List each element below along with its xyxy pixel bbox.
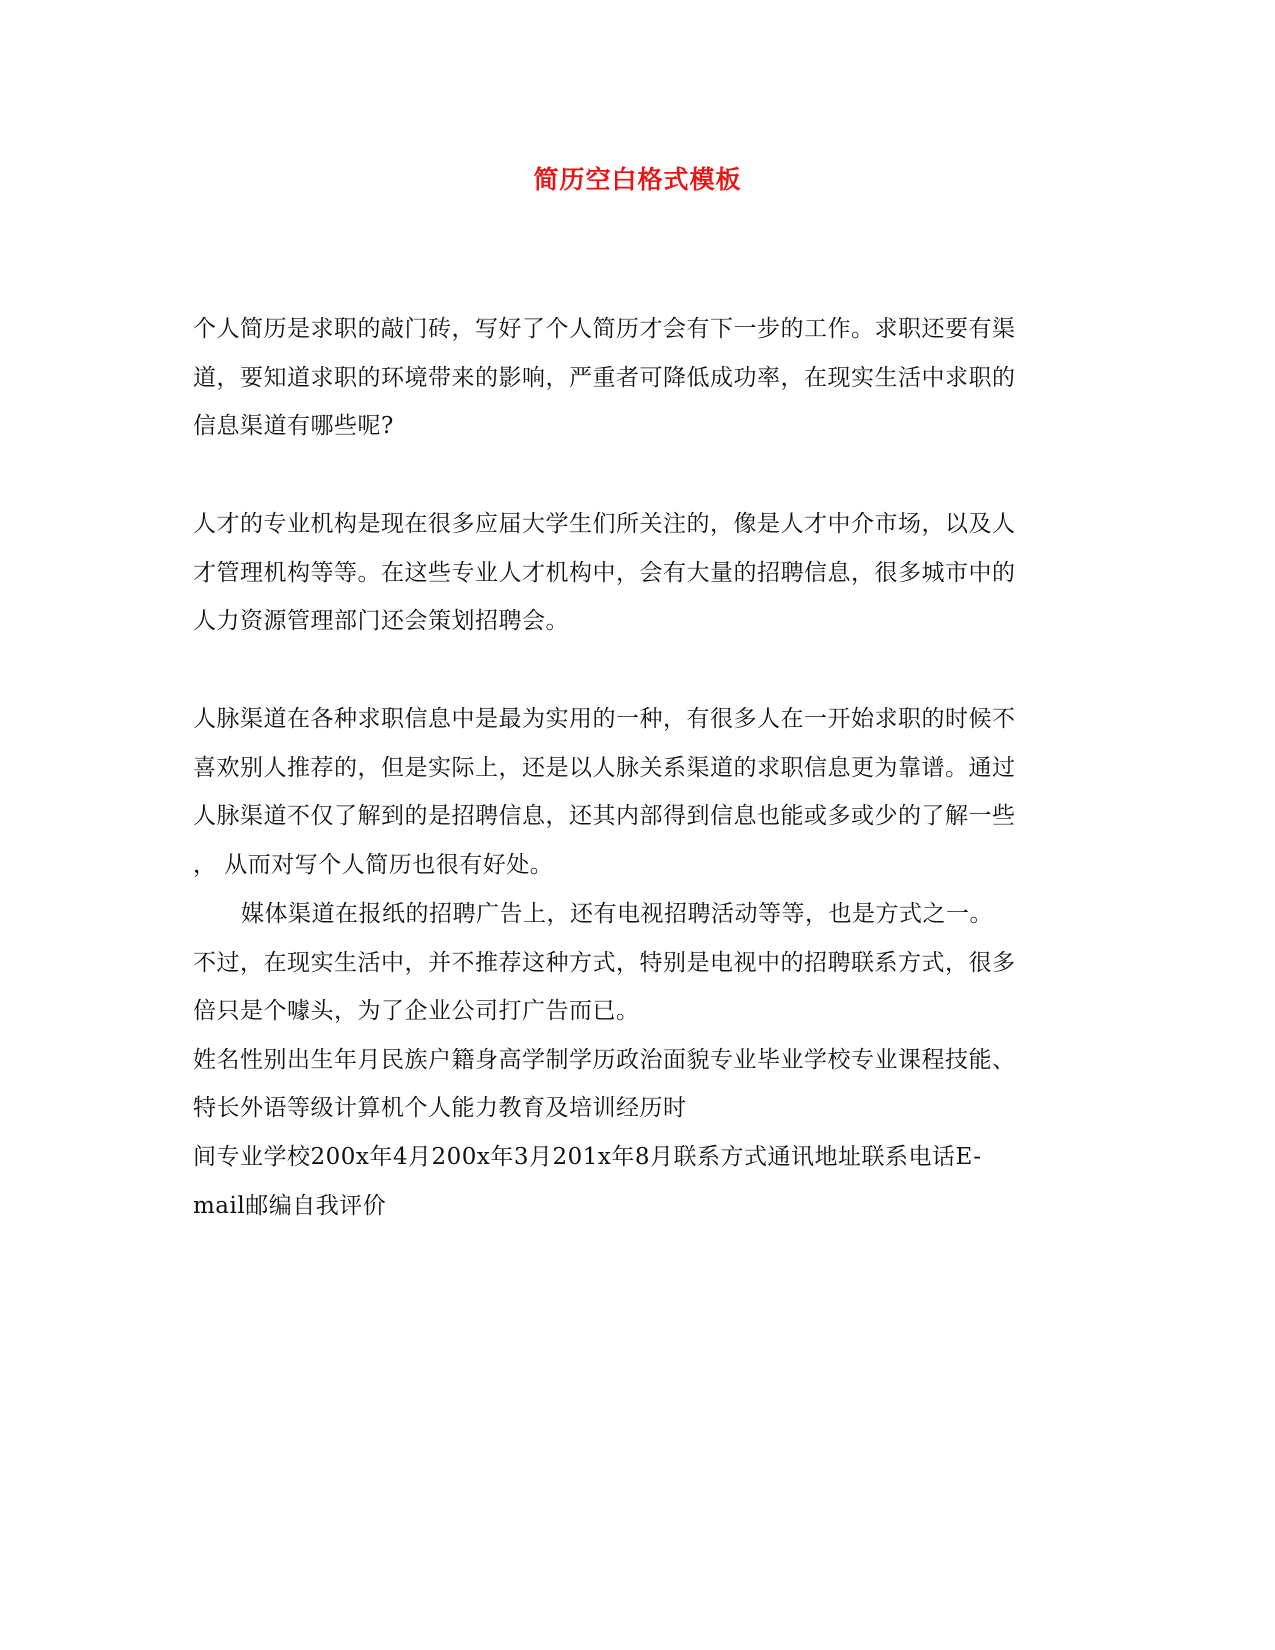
text-line: 人力资源管理部门还会策划招聘会。: [193, 608, 569, 635]
text-line: 人脉渠道在各种求职信息中是最为实用的一种，有很多人在一开始求职的时候不: [193, 706, 1016, 732]
text-line: 个人简历是求职的敲门砖，写好了个人简历才会有下一步的工作。求职还要有渠: [193, 316, 1016, 342]
document-title: 简历空白格式模板: [533, 165, 742, 194]
text-line: 媒体渠道在报纸的招聘广告上，还有电视招聘活动等等，也是方式之一。: [241, 901, 993, 927]
text-line: 不过，在现实生活中，并不推荐这种方式，特别是电视中的招聘联系方式，很多: [193, 949, 1016, 976]
resume-fields-line: mail邮编自我评价: [193, 1192, 387, 1219]
resume-fields-line: 特长外语等级计算机个人能力教育及培训经历时: [193, 1095, 687, 1122]
paragraph-talent-agencies: [193, 500, 1073, 646]
paragraph-personal-network: [193, 695, 1073, 889]
text-line: 倍只是个噱头，为了企业公司打广告而已。: [193, 998, 640, 1025]
text-line: 人脉渠道不仅了解到的是招聘信息，还其内部得到信息也能或多或少的了解一些: [193, 803, 1016, 830]
text-line: 人才的专业机构是现在很多应届大学生们所关注的，像是人才中介市场，以及人: [193, 511, 1016, 537]
text-line: 信息渠道有哪些呢?: [193, 413, 394, 440]
resume-fields-line: 间专业学校200x年4月200x年3月201x年8月联系方式通讯地址联系电话E-: [193, 1143, 982, 1170]
resume-fields-line: 姓名性别出生年月民族户籍身高学制学历政治面貌专业毕业学校专业课程技能、: [193, 1046, 1016, 1073]
text-line: 才管理机构等等。在这些专业人才机构中，会有大量的招聘信息，很多城市中的: [193, 559, 1016, 586]
text-line: 喜欢别人推荐的，但是实际上，还是以人脉关系渠道的求职信息更为靠谱。通过: [193, 754, 1016, 781]
text-line: 道，要知道求职的环境带来的影响，严重者可降低成功率，在现实生活中求职的: [193, 364, 1016, 391]
paragraph-job-hunting-intro: [193, 305, 1073, 451]
text-line: ， 从而对写个人简历也很有好处。: [193, 851, 554, 878]
paragraph-media-channels: [193, 890, 1073, 1230]
